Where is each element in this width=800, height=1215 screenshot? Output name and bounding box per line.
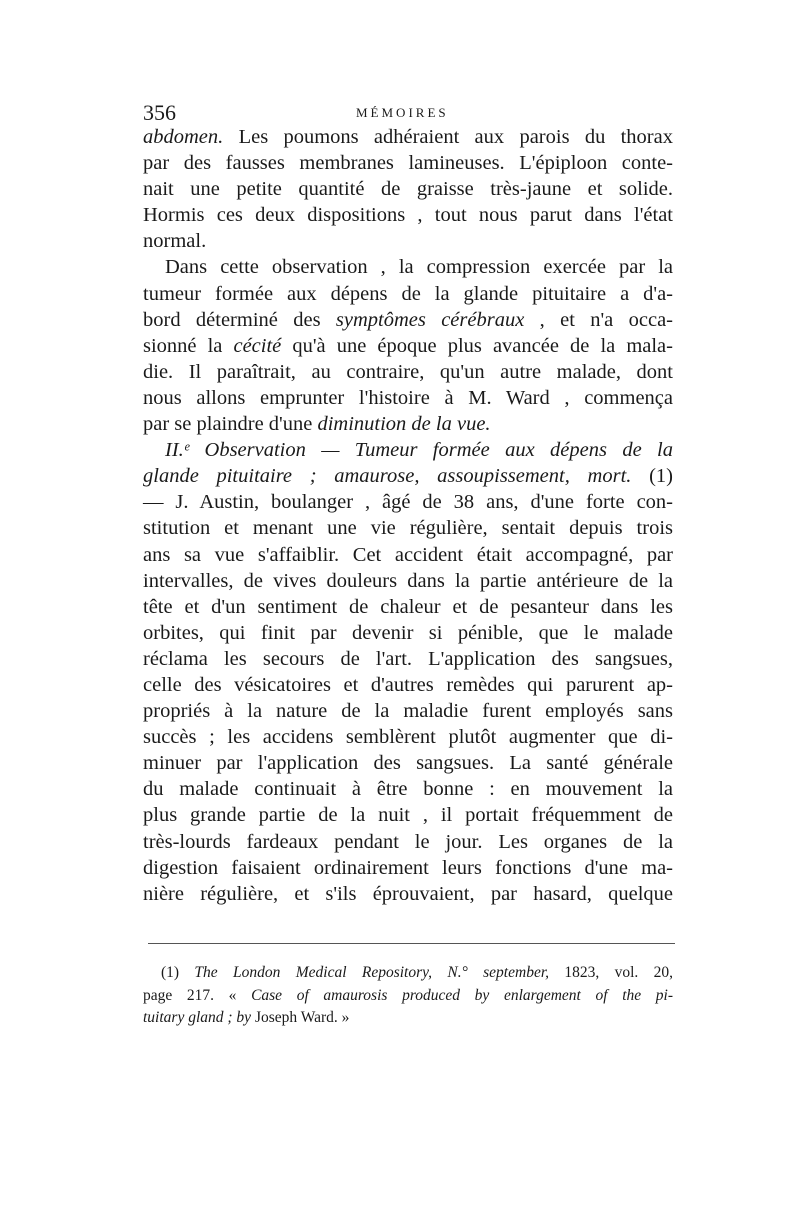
footnote-line: page 217. « Case of amaurosis produced by enlargement of the pi- [143,986,673,1004]
text-line: Hormis ces deux dispositions , tout nous parut dans l'état [143,204,673,227]
text-line: succès ; les accidens semblèrent plutôt augmenter que di- [143,726,673,749]
text-line: minuer par l'application des sangsues. La santé générale [143,752,673,775]
text-line: nous allons emprunter l'histoire à M. Ward , commença [143,386,673,409]
text-line: orbites, qui finit par devenir si pénible, que le malade [143,621,673,644]
text-line: nière régulière, et s'ils éprouvaient, par hasard, quelque [143,882,673,905]
text-line: digestion faisaient ordinairement leurs fonctions d'une ma- [143,856,673,879]
observation-heading: II.ᵉ Observation — Tumeur formée aux dépens de la [165,439,673,462]
text-line: tumeur formée aux dépens de la glande pituitaire a d'a- [143,282,673,305]
footnote-rule [148,943,675,944]
text-line: celle des vésicatoires et d'autres remèdes qui parurent ap- [143,673,673,696]
text-line: sionné la cécité qu'à une époque plus avancée de la mala- [143,334,673,357]
body-text [143,124,673,907]
text-line: nait une petite quantité de graisse très-jaune et solide. [143,178,673,201]
text-line: du malade continuait à être bonne : en mouvement la [143,778,673,801]
text-line: plus grande partie de la nuit , il portait fréquemment de [143,804,673,827]
footnote [143,962,673,1030]
footnote-line: tuitary gland ; by Joseph Ward. » [143,1009,350,1026]
observation-heading: glande pituitaire ; amaurose, assoupissement, mort. (1) [143,465,674,488]
running-title: MÉMOIRES [356,105,449,120]
text-line: Dans cette observation , la compression exercée par la [165,256,673,279]
page-number: 356 [143,100,176,125]
text-line: propriés à la nature de la maladie furent employés sans [143,700,673,723]
text-line: stitution et menant une vie régulière, sentait depuis trois [143,517,673,540]
text-line: par se plaindre d'une diminution de la vue. [143,413,491,436]
text-line: par des fausses membranes lamineuses. L'épiploon conte- [143,152,673,175]
text-line: tête et d'un sentiment de chaleur et de pesanteur dans les [143,595,673,618]
text-line: die. Il paraîtrait, au contraire, qu'un autre malade, dont [143,360,673,383]
text-line: réclama les secours de l'art. L'application des sangsues, [143,647,673,670]
text-line: abdomen. Les poumons adhéraient aux parois du thorax [143,126,673,148]
text-line: normal. [143,230,207,253]
footnote-line: (1) The London Medical Repository, N.° september, 1823, vol. 20, [161,964,673,981]
text-line: — J. Austin, boulanger , âgé de 38 ans, d'une forte con- [143,491,673,514]
text-line: bord déterminé des symptômes cérébraux , et n'a occa- [143,308,673,331]
text-line: très-lourds fardeaux pendant le jour. Les organes de la [143,830,673,853]
text-line: ans sa vue s'affaiblir. Cet accident était accompagné, par [143,543,673,566]
text-line: intervalles, de vives douleurs dans la partie antérieure de la [143,569,673,592]
